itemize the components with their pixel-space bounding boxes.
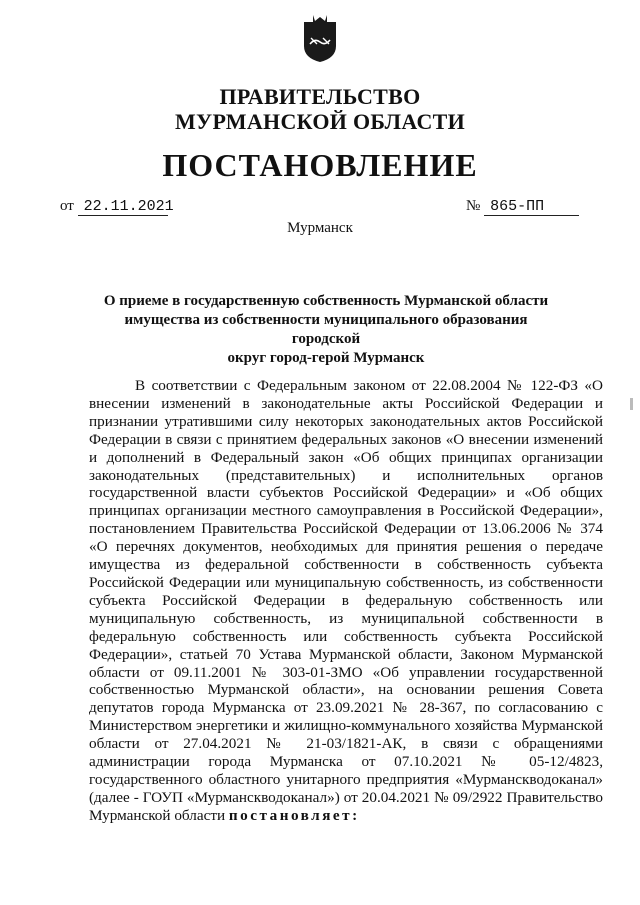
government-line-2: МУРМАНСКОЙ ОБЛАСТИ [174, 109, 466, 134]
government-name [0, 84, 640, 134]
body-paragraph [89, 377, 603, 825]
body-main-text: В соответствии с Федеральным законом от 22.08.2004 № 122-ФЗ «О внесении изменений в законодательные акты Российской Федерации и признании утратившими силу некоторых законодательных актов Российской Федерации в связи с принятием федеральных законов «О внесении изменений и дополнений в Федеральный закон «Об общих принципах организации законодательных (представительных) и исполнительных органов государственной власти субъектов Российской Федерации» и «Об общих принципах организации местного самоуправления в Российской Федерации», постановлением Правительства Российской Федерации от 13.06.2006 № 374 «О перечнях документов, необходимых для принятия решения о передаче имущества из федеральной собственности в собственность субъекта Российской Федерации или муниципальную собственность, из собственности субъекта Российской Федерации в федеральную собственность или муниципальную собственность, из муниципальной собственности в федеральную собственность или собственность субъекта Российской Федерации», статьей 70 Устава Мурманской области, Законом Мурманской области от 09.11.2001 № 303-01-ЗМО «Об управлении государственной собственностью Мурманской области», на основании решения Совета депутатов города Мурманска от 23.09.2021 № 28-367, по согласованию с Министерством энергетики и жилищно-коммунального хозяйства Мурманской области от 27.04.2021 № 21-03/1821-АК, в связи с обращениями администрации города Мурманска от 07.10.2021 № 05-12/4823, государственного областного унитарного предприятия «Мурманскводоканал» (далее - ГОУП «Мурманскводоканал») от 20.04.2021 № 09/2922 Правительство Мурманской области [89, 377, 603, 824]
date-prefix: от [60, 198, 74, 214]
number-field [466, 198, 579, 216]
document-subject [100, 292, 552, 368]
government-line-1: ПРАВИТЕЛЬСТВО [219, 84, 421, 109]
coat-of-arms-icon [301, 12, 339, 64]
date-field [60, 198, 174, 216]
city-name: Мурманск [287, 220, 353, 236]
document-date: 22.11.2021 [78, 198, 168, 216]
resolves-word: постановляет: [228, 806, 360, 824]
margin-mark [630, 398, 633, 410]
document-type-title: ПОСТАНОВЛЕНИЕ [162, 147, 478, 183]
document-number: 865-ПП [484, 198, 579, 216]
subject-line-1: О приеме в государственную собственность Мурманской области [103, 293, 549, 309]
subject-line-3: округ город-герой Мурманск [227, 350, 425, 366]
subject-line-2: имущества из собственности муниципального образования городской [124, 312, 528, 347]
number-prefix: № [466, 198, 481, 214]
